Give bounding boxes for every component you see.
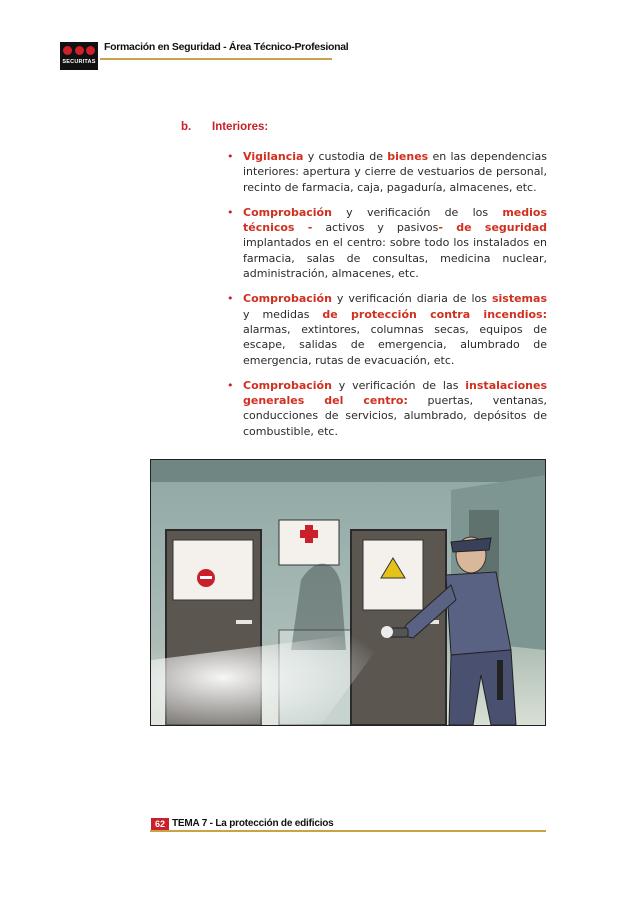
bullet-text: y custodia de xyxy=(303,150,388,163)
logo-dot xyxy=(63,46,72,55)
no-entry-bar xyxy=(200,576,212,579)
bullet-icon: • xyxy=(227,378,234,392)
illustration-svg xyxy=(151,460,545,725)
highlighted-term: Comprobación xyxy=(243,292,332,306)
footer-title: TEMA 7 - La protección de edificios xyxy=(172,818,334,829)
red-cross-icon xyxy=(300,530,318,538)
bullet-item xyxy=(227,378,547,439)
highlighted-term: sistemas xyxy=(491,292,547,306)
bullet-text: y verificación de los xyxy=(331,205,503,219)
header-rule xyxy=(100,58,332,60)
bullet-list xyxy=(227,149,547,449)
section-title: Interiores: xyxy=(212,121,269,133)
page-number: 62 xyxy=(151,818,169,830)
header-title: Formación en Seguridad - Área Técnico-Profesional xyxy=(104,41,349,53)
highlighted-term: - de seguridad xyxy=(438,221,547,235)
bullet-item xyxy=(227,291,547,367)
ceiling xyxy=(151,460,545,482)
section-letter: b. xyxy=(181,121,192,133)
logo-dot xyxy=(86,46,95,55)
logo-dot xyxy=(75,46,84,55)
door-handle xyxy=(236,620,252,624)
bullet-text: implantados en el centro: sobre todo los instalados en farmacia, salas de consultas, medicina nuclear, administración, almacenes, etc. xyxy=(243,236,547,281)
securitas-logo xyxy=(60,42,98,70)
security-guard-illustration xyxy=(150,459,546,726)
bullet-text: en las dependencias interiores: apertura y cierre de vestuarios de personal, recinto de farmacia, caja, pagaduría, almacenes, etc. xyxy=(243,150,547,194)
bullet-icon: • xyxy=(227,205,234,219)
highlighted-term: Vigilancia xyxy=(243,150,304,163)
bullet-icon: • xyxy=(227,292,234,306)
highlighted-term: medios técnicos - xyxy=(243,205,547,235)
highlighted-term: instalaciones generales del centro: xyxy=(243,378,547,408)
bullet-text: y medidas xyxy=(243,307,323,321)
bullet-text: alarmas, extintores, columnas secas, equipos de escape, salidas de emergencia, alumbrado de emergencia, rutas de evacuación, etc. xyxy=(243,322,547,367)
bullet-item xyxy=(227,205,547,281)
guard-baton xyxy=(497,660,503,700)
flashlight-glow xyxy=(381,626,393,638)
logo-dots xyxy=(63,46,95,56)
highlighted-term: Comprobación xyxy=(243,378,332,392)
highlighted-term: Comprobación xyxy=(243,205,332,219)
bullet-text: puertas, ventanas, conducciones de servicios, alumbrado, depósitos de combustible, etc. xyxy=(243,394,548,438)
highlighted-term: de protección contra incendios: xyxy=(322,307,547,321)
laboratory-sign xyxy=(173,540,253,600)
bullet-text: activos y pasivos xyxy=(312,221,439,235)
section-heading xyxy=(181,121,268,133)
highlighted-term: bienes xyxy=(387,150,429,163)
bullet-item xyxy=(227,149,547,195)
bullet-text: y verificación diaria de los xyxy=(331,292,492,306)
logo-wordmark: SECURITAS xyxy=(62,59,96,65)
bullet-icon: • xyxy=(227,150,234,163)
footer-rule xyxy=(150,830,546,832)
bullet-text: y verificación de las xyxy=(331,378,466,392)
